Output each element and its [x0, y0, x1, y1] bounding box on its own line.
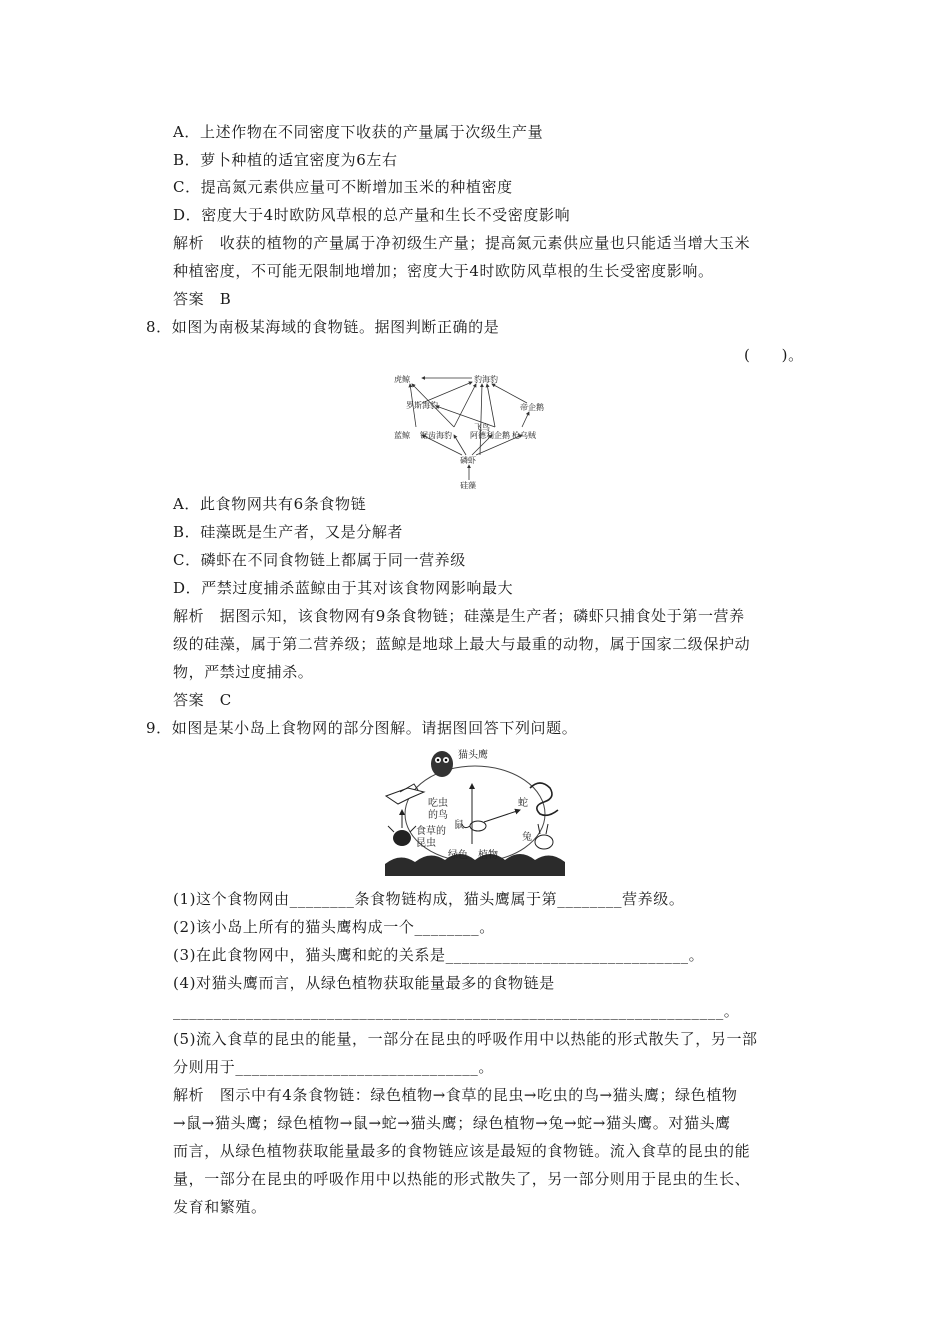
- q8-option-b: B．硅藻既是生产者，又是分解者: [173, 523, 404, 541]
- node-adelie-penguin: 阿德利企鹅: [470, 431, 510, 440]
- rabbit-icon: [535, 824, 553, 849]
- q9-analysis-line: 而言，从绿色植物获取能量最多的食物链应该是最短的食物链。流入食草的昆虫的能: [173, 1142, 751, 1160]
- label-mouse: 鼠: [454, 820, 464, 831]
- q7-option-b: B．萝卜种植的适宜密度为6左右: [173, 151, 398, 169]
- node-leopard-seal: 豹海豹: [474, 375, 498, 384]
- label-bird: 吃虫: [428, 798, 448, 809]
- label-plant: 绿色 植物: [448, 850, 498, 861]
- label-bird: 的鸟: [428, 810, 448, 821]
- q9-question-5-cont: 分则用于______________________________。: [173, 1058, 495, 1076]
- owl-icon: [431, 751, 453, 777]
- q8-analysis-line: 解析 据图示知，该食物网有9条食物链；硅藻是生产者；磷虾只捕食处于第一营养: [173, 607, 745, 625]
- label-owl: 猫头鹰: [458, 750, 488, 761]
- q8-analysis-line: 物，严禁过度捕杀。: [173, 663, 314, 681]
- q7-analysis-line: 种植密度，不可能无限制地增加；密度大于4时欧防风草根的生长受密度影响。: [173, 262, 714, 280]
- mouse-icon: [462, 821, 486, 831]
- q7-option-d: D．密度大于4时欧防风草根的总产量和生长不受密度影响: [173, 206, 571, 224]
- q8-analysis-line: 级的硅藻，属于第二营养级；蓝鲸是地球上最大与最重的动物，属于国家二级保护动: [173, 635, 751, 653]
- node-flying-bird: 飞鸟: [474, 423, 490, 432]
- q9-question-5: (5)流入食草的昆虫的能量，一部分在昆虫的呼吸作用中以热能的形式散失了，另一部: [173, 1030, 758, 1048]
- q8-option-c: C．磷虾在不同食物链上都属于同一营养级: [173, 551, 466, 569]
- q7-answer: 答案 B: [173, 290, 232, 308]
- label-snake: 蛇: [518, 798, 528, 809]
- label-insect: 食草的: [416, 826, 446, 837]
- q9-question-4: (4)对猫头鹰而言，从绿色植物获取能量最多的食物链是: [173, 974, 555, 992]
- q9-question-1: (1)这个食物网由________条食物链构成，猫头鹰属于第________营养级。: [173, 890, 685, 908]
- q8-option-d: D．严禁过度捕杀蓝鲸由于其对该食物网影响最大: [173, 579, 514, 597]
- q9-question-4-blank: ____________________________________________________________________。: [173, 1002, 740, 1020]
- node-emperor-penguin: 帝企鹅: [520, 403, 544, 412]
- node-diatom: 硅藻: [460, 481, 476, 490]
- q7-option-a: A．上述作物在不同密度下收获的产量属于次级生产量: [173, 123, 544, 141]
- antarctic-food-web-figure: [392, 370, 562, 490]
- q8-answer-bracket: ( )。: [744, 346, 804, 364]
- node-krill: 磷虾: [460, 456, 476, 465]
- node-blue-whale: 蓝鲸: [394, 431, 410, 440]
- q9-analysis-line: 解析 图示中有4条食物链：绿色植物→食草的昆虫→吃虫的鸟→猫头鹰；绿色植物: [173, 1086, 738, 1104]
- q9-stem: 9．如图是某小岛上食物网的部分图解。请据图回答下列问题。: [146, 719, 578, 737]
- q8-option-a: A．此食物网共有6条食物链: [173, 495, 367, 513]
- q9-analysis-line: →鼠→猫头鹰；绿色植物→鼠→蛇→猫头鹰；绿色植物→兔→蛇→猫头鹰。对猫头鹰: [173, 1114, 731, 1132]
- q9-analysis-line: 发育和繁殖。: [173, 1198, 267, 1216]
- bird-icon: [386, 784, 424, 804]
- q8-stem: 8．如图为南极某海域的食物链。据图判断正确的是: [146, 318, 500, 336]
- label-insect: 昆虫: [416, 838, 436, 849]
- insect-icon: [388, 826, 416, 846]
- label-rabbit: 兔: [522, 832, 532, 843]
- island-food-web-figure: [380, 744, 570, 876]
- q7-option-c: C．提高氮元素供应量可不断增加玉米的种植密度: [173, 178, 513, 196]
- node-ross-seal: 罗斯海豹: [406, 401, 438, 410]
- q9-analysis-line: 量，一部分在昆虫的呼吸作用中以热能的形式散失了，另一部分则用于昆虫的生长、: [173, 1170, 751, 1188]
- q9-question-2: (2)该小岛上所有的猫头鹰构成一个________。: [173, 918, 495, 936]
- node-squid: 枪乌贼: [512, 431, 536, 440]
- node-crabeater-seal: 锯齿海豹: [420, 431, 452, 440]
- node-killer-whale: 虎鲸: [394, 375, 410, 384]
- q9-question-3: (3)在此食物网中，猫头鹰和蛇的关系是______________________________。: [173, 946, 705, 964]
- q7-analysis-line: 解析 收获的植物的产量属于净初级生产量；提高氮元素供应量也只能适当增大玉米: [173, 234, 751, 252]
- q8-answer: 答案 C: [173, 691, 232, 709]
